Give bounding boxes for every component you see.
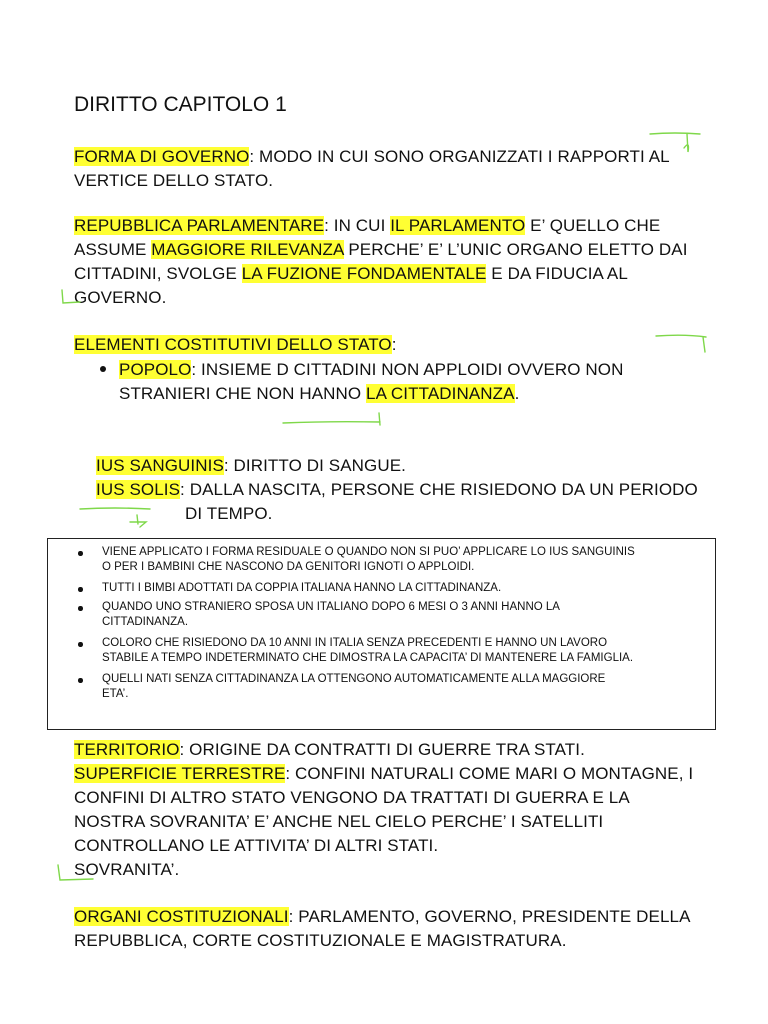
term-popolo: POPOLO bbox=[119, 360, 192, 379]
ius-solis-line-1: IUS SOLIS: DALLA NASCITA, PERSONE CHE RISIEDONO DA UN PERIODO bbox=[96, 480, 698, 499]
green-mark bbox=[62, 290, 80, 303]
box-item-3-line-2: CITTADINANZA. bbox=[102, 616, 189, 628]
term-territorio: TERRITORIO bbox=[74, 740, 180, 759]
box-item-2: TUTTI I BIMBI ADOTTATI DA COPPIA ITALIANA HANNO LA CITTADINANZA. bbox=[102, 582, 502, 594]
term-elementi-costitutivi: ELEMENTI COSTITUTIVI DELLO STATO bbox=[74, 335, 392, 354]
box-item-4-line-2: STABILE A TEMPO INDETERMINATO CHE DIMOSTRA LA CAPACITA’ DI MANTENERE LA FAMIGLIA. bbox=[102, 652, 634, 664]
green-mark bbox=[130, 515, 146, 527]
ius-sanguinis-line: IUS SANGUINIS: DIRITTO DI SANGUE. bbox=[96, 456, 406, 475]
forma-line-1: FORMA DI GOVERNO: MODO IN CUI SONO ORGANIZZATI I RAPPORTI AL bbox=[74, 147, 670, 166]
box-item-1-line-2: O PER I BAMBINI CHE NASCONO DA GENITORI IGNOTI O APPLOIDI. bbox=[102, 561, 475, 573]
superficie-line-5: SOVRANITA’. bbox=[74, 860, 180, 879]
box-item-5-line-1: QUELLI NATI SENZA CITTADINANZA LA OTTENGONO AUTOMATICAMENTE ALLA MAGGIORE bbox=[102, 673, 606, 685]
green-mark bbox=[80, 508, 150, 509]
box-item-5-line-2: ETA’. bbox=[102, 688, 129, 700]
repubblica-line-1: REPUBBLICA PARLAMENTARE: IN CUI IL PARLAMENTO E’ QUELLO CHE bbox=[74, 216, 661, 235]
superficie-line-1: SUPERFICIE TERRESTRE: CONFINI NATURALI COME MARI O MONTAGNE, I bbox=[74, 764, 694, 783]
organi-line-2: REPUBBLICA, CORTE COSTITUZIONALE E MAGISTRATURA. bbox=[74, 931, 567, 950]
organi-line-1: ORGANI COSTITUZIONALI: PARLAMENTO, GOVERNO, PRESIDENTE DELLA bbox=[74, 907, 691, 926]
elementi-heading: ELEMENTI COSTITUTIVI DELLO STATO: bbox=[74, 335, 397, 354]
term-repubblica-parlamentare: REPUBBLICA PARLAMENTARE bbox=[74, 216, 325, 235]
page-title: DIRITTO CAPITOLO 1 bbox=[74, 93, 287, 116]
repubblica-line-4: GOVERNO. bbox=[74, 288, 167, 307]
forma-line-2: VERTICE DELLO STATO. bbox=[74, 171, 274, 190]
green-mark bbox=[283, 413, 380, 425]
green-mark bbox=[656, 335, 706, 352]
superficie-line-4: CONTROLLANO LE ATTIVITA’ DI ALTRI STATI. bbox=[74, 836, 439, 855]
popolo-line-1: POPOLO: INSIEME D CITTADINI NON APPLOIDI OVVERO NON bbox=[119, 360, 624, 379]
superficie-line-3: NOSTRA SOVRANITA’ E’ ANCHE NEL CIELO PERCHE’ I SATELLITI bbox=[74, 812, 604, 831]
repubblica-line-2: ASSUME MAGGIORE RILEVANZA PERCHE’ E’ L’UNIC ORGANO ELETTO DAI bbox=[74, 240, 688, 259]
box-item-3-line-1: QUANDO UNO STRANIERO SPOSA UN ITALIANO DOPO 6 MESI O 3 ANNI HANNO LA bbox=[102, 601, 560, 613]
superficie-line-2: CONFINI DI ALTRO STATO VENGONO DA TRATTATI DI GUERRA E LA bbox=[74, 788, 630, 807]
green-mark bbox=[58, 865, 93, 880]
box-item-1-line-1: VIENE APPLICATO I FORMA RESIDUALE O QUANDO NON SI PUO’ APPLICARE LO IUS SANGUINIS bbox=[102, 546, 635, 558]
term-ius-solis: IUS SOLIS bbox=[96, 480, 181, 499]
popolo-line-2: STRANIERI CHE NON HANNO LA CITTADINANZA. bbox=[119, 384, 520, 403]
ius-solis-line-2: DI TEMPO. bbox=[185, 504, 273, 523]
green-mark bbox=[650, 133, 700, 152]
term-ius-sanguinis: IUS SANGUINIS bbox=[96, 456, 224, 475]
term-organi-costituzionali: ORGANI COSTITUZIONALI bbox=[74, 907, 289, 926]
term-superficie-terrestre: SUPERFICIE TERRESTRE bbox=[74, 764, 286, 783]
box-item-4-line-1: COLORO CHE RISIEDONO DA 10 ANNI IN ITALIA SENZA PRECEDENTI E HANNO UN LAVORO bbox=[102, 637, 608, 649]
repubblica-line-3: CITTADINI, SVOLGE LA FUZIONE FONDAMENTALE E DA FIDUCIA AL bbox=[74, 264, 628, 283]
term-forma-di-governo: FORMA DI GOVERNO bbox=[74, 147, 250, 166]
territorio-line: TERRITORIO: ORIGINE DA CONTRATTI DI GUERRE TRA STATI. bbox=[74, 740, 585, 759]
